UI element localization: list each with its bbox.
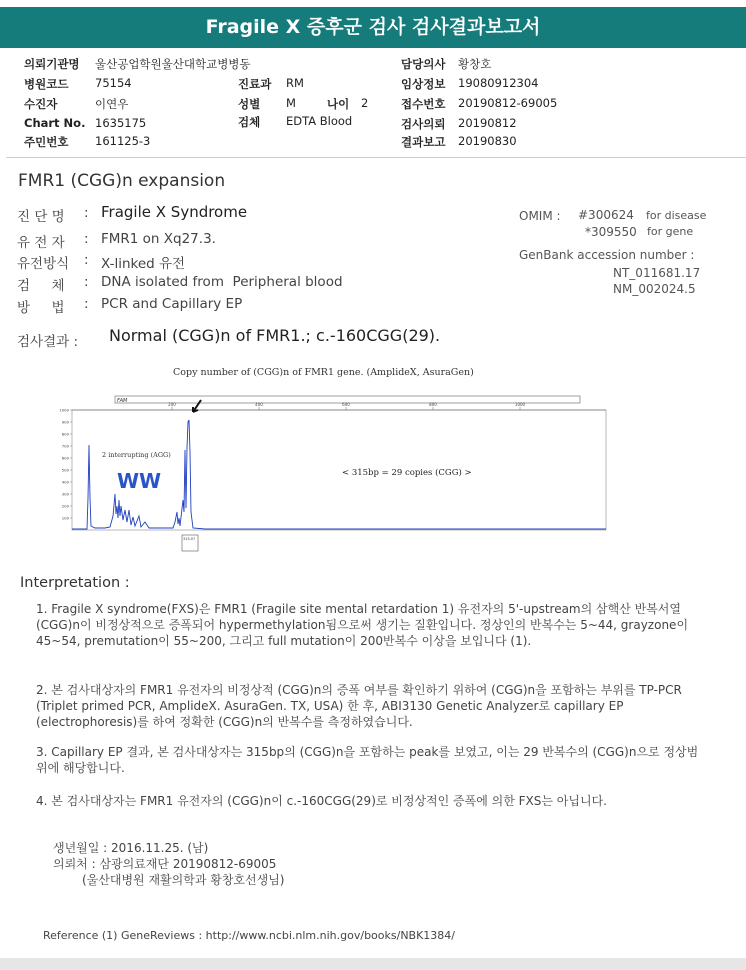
omim-disease-id: #300624 — [578, 208, 634, 222]
omim-label: OMIM : — [519, 209, 561, 223]
genbank-label: GenBank accession number : — [519, 248, 695, 262]
interpretation-paragraph: 2. 본 검사대상자의 FMR1 유전자의 비정상적 (CGG)n의 증폭 여부를 확인하기 위하여 (CGG)n을 포함하는 부위를 TP-PCR (Triplet primed PCR, AmplideX. AsuraGen. TX, USA) 한 후, ABI3130 Genetic Analyzer로 capillary EP (electrophoresis)를 하여 정확한 (CGG)n의 반복수를 측정하였습니다. — [36, 683, 682, 729]
y-ticks — [59, 407, 72, 520]
reference: Reference (1) GeneReviews : http://www.ncbi.nlm.nih.gov/books/NBK1384/ — [43, 929, 456, 942]
colon: : — [84, 231, 89, 247]
value-age: 2 — [361, 96, 369, 110]
label-method: 방 법 — [17, 300, 65, 316]
x-tick-label: 400 — [255, 402, 263, 407]
label-institution: 의뢰기관명 — [24, 57, 80, 71]
section-title: FMR1 (CGG)n expansion — [18, 171, 226, 191]
annotation-copies: < 315bp = 29 copies (CGG) > — [342, 468, 472, 478]
x-tick-label: 800 — [429, 402, 437, 407]
value-method: PCR and Capillary EP — [101, 296, 243, 312]
interpretation-paragraph: 3. Capillary EP 결과, 본 검사대상자는 315bp의 (CGG)n을 포함하는 peak를 보였고, 이는 29 반복수의 (CGG)n으로 정상범위에 해당합니다. — [36, 745, 699, 775]
value-receipt-no: 20190812-69005 — [458, 96, 558, 110]
label-request-date: 검사의뢰 — [401, 117, 446, 131]
value-diagnosis: Fragile X Syndrome — [101, 203, 248, 221]
label-resident-no: 주민번호 — [24, 135, 69, 149]
series-label: FAM — [117, 398, 128, 404]
label-inheritance: 유전방식 — [17, 256, 70, 272]
omim-disease-label: for disease — [646, 209, 707, 222]
electropherogram-chart — [55, 390, 610, 555]
value-chart-no: 1635175 — [95, 116, 147, 130]
value-inheritance: X-linked 유전 — [101, 256, 186, 272]
value-gene: FMR1 on Xq27.3. — [101, 231, 216, 247]
label-patient: 수진자 — [24, 97, 58, 111]
label-sample: 검 체 — [17, 278, 65, 294]
y-tick-label: 300 — [61, 491, 69, 497]
interpretation-heading: Interpretation : — [20, 575, 130, 591]
label-doctor: 담당의사 — [401, 57, 446, 71]
label-specimen: 검체 — [238, 115, 261, 129]
value-department: RM — [286, 76, 304, 90]
omim-gene-id: *309550 — [585, 225, 637, 239]
value-request-date: 20190812 — [458, 116, 517, 130]
value-resident-no: 161125-3 — [95, 134, 151, 148]
label-receipt-no: 접수번호 — [401, 97, 446, 111]
label-gene: 유 전 자 — [17, 235, 65, 251]
peak-label: 315.07 — [183, 537, 196, 541]
interpretation-paragraph: 1. Fragile X syndrome(FXS)은 FMR1 (Fragile site mental retardation 1) 유전자의 5'-upstream의 삼핵산 반복서열 (CGG)n이 비정상적으로 증폭되어 hypermethylation됨으로써 생기는 질환입니다. 정상인의 반복수는 5~44, grayzone이 45~54, premutation이 55~200, 그리고 full mutation이 200반복수 이상을 보입니다 (1). — [36, 602, 689, 648]
y-tick-label: 800 — [61, 431, 69, 437]
label-chart-no: Chart No. — [24, 116, 86, 130]
y-tick-label: 900 — [61, 419, 69, 425]
divider — [6, 157, 746, 158]
genbank-id: NM_002024.5 — [613, 282, 696, 296]
agg-marker-icon: WW — [117, 469, 162, 493]
label-report-date: 결과보고 — [401, 135, 446, 149]
x-tick-label: 200 — [168, 402, 176, 407]
note-requester: 의뢰처 : 삼광의료재단 20190812-69005 — [53, 857, 277, 871]
y-tick-label: 400 — [61, 479, 69, 485]
y-tick-label: 600 — [61, 455, 69, 461]
label-age: 나이 — [327, 97, 350, 111]
chart-title: Copy number of (CGG)n of FMR1 gene. (AmplideX, AsuraGen) — [173, 367, 474, 378]
y-tick-label: 100 — [61, 515, 69, 521]
x-tick-label: 1000 — [514, 402, 526, 407]
colon: : — [84, 205, 89, 221]
value-sex: M — [286, 96, 296, 110]
note-birthdate: 생년월일 : 2016.11.25. (남) — [53, 841, 209, 855]
value-sample: DNA isolated from Peripheral blood — [101, 274, 343, 290]
value-doctor: 황창호 — [458, 57, 492, 71]
annotation-agg: 2 interrupting (AGG) — [102, 451, 171, 459]
value-patient: 이연우 — [95, 97, 129, 111]
report-title: Fragile X 증후군 검사 검사결과보고서 — [0, 7, 746, 48]
value-specimen: EDTA Blood — [286, 114, 353, 128]
note-requester-detail: (울산대병원 재활의학과 황창호선생님) — [82, 873, 285, 887]
genbank-id: NT_011681.17 — [613, 266, 701, 280]
value-institution: 울산공업학원울산대학교병병동 — [95, 57, 251, 71]
footer-bar — [0, 958, 746, 970]
interpretation-paragraph: 4. 본 검사대상자는 FMR1 유전자의 (CGG)n이 c.-160CGG(29)로 비정상적인 증폭에 의한 FXS는 아닙니다. — [36, 794, 607, 808]
value-report-date: 20190830 — [458, 134, 517, 148]
label-department: 진료과 — [238, 77, 272, 91]
result-label: 검사결과 : — [17, 334, 79, 350]
y-tick-label: 500 — [61, 467, 69, 473]
omim-gene-label: for gene — [647, 225, 694, 238]
value-hospital-code: 75154 — [95, 76, 132, 90]
label-clinical-info: 임상정보 — [401, 77, 446, 91]
y-tick-label: 1000 — [59, 407, 69, 413]
colon: : — [84, 296, 89, 312]
colon: : — [84, 252, 89, 268]
value-clinical-info: 19080912304 — [458, 76, 539, 90]
label-sex: 성별 — [238, 97, 261, 111]
result-value: Normal (CGG)n of FMR1.; c.-160CGG(29). — [109, 326, 441, 345]
colon: : — [84, 274, 89, 290]
label-diagnosis: 진 단 명 — [17, 209, 65, 225]
y-tick-label: 200 — [61, 503, 69, 509]
label-hospital-code: 병원코드 — [24, 77, 69, 91]
x-tick-label: 600 — [342, 402, 350, 407]
y-tick-label: 700 — [61, 443, 69, 449]
